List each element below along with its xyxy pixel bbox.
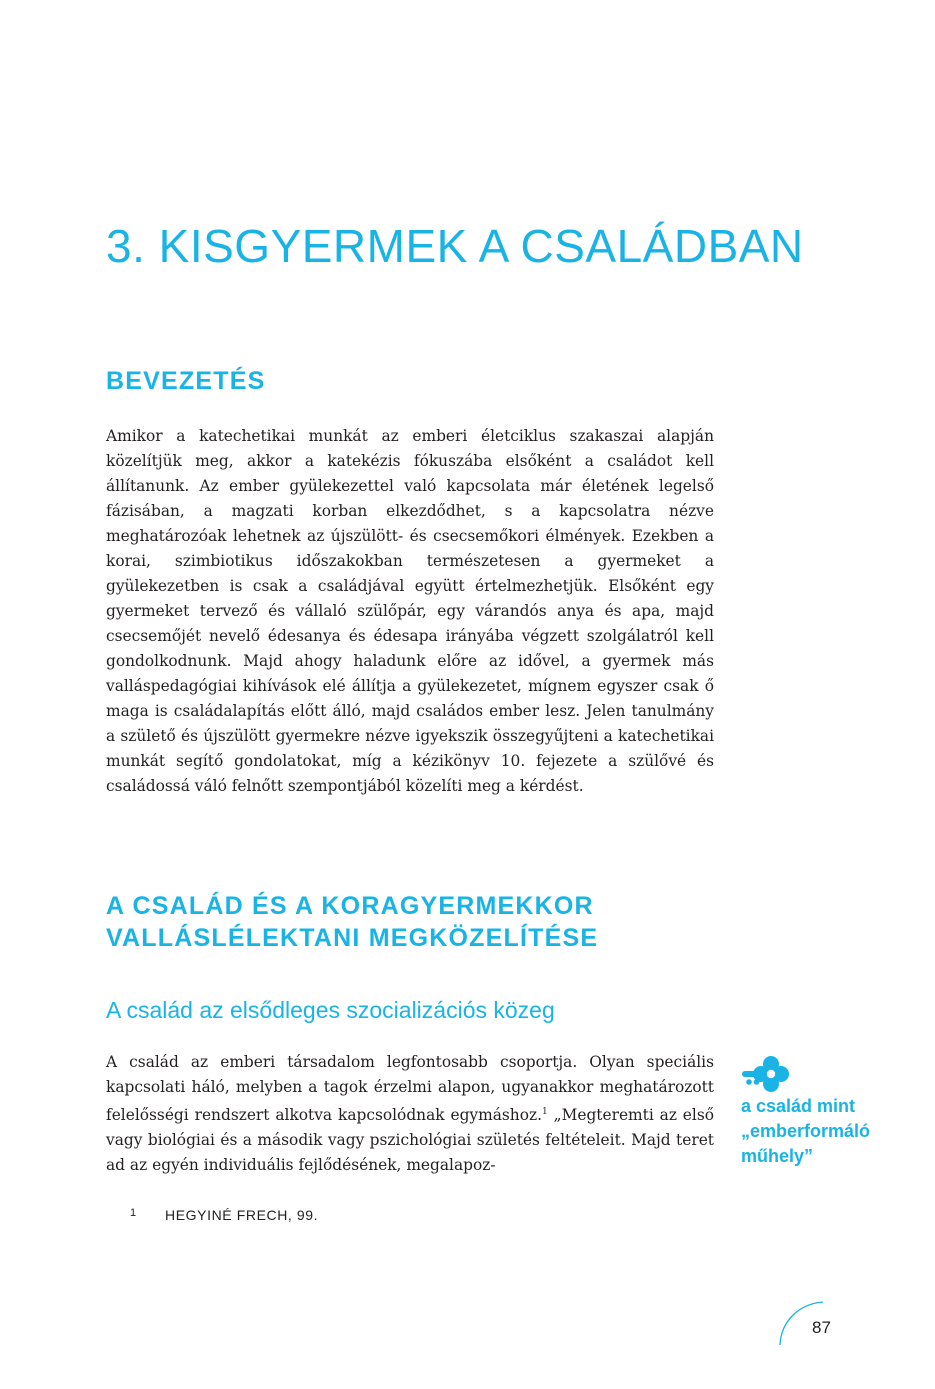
chapter-title: 3. KISGYERMEK A CSALÁDBAN [106, 220, 804, 272]
family-paragraph-part: „Megteremti az első vagy biológiai és a második vagy pszichológiai születés feltételeit. Majd teret ad az egyén individuális fejlődésének, megalapoz- [106, 1106, 715, 1175]
section-heading-line: VALLÁSLÉLEKTANI MEGKÖZELÍTÉSE [106, 924, 599, 952]
key-icon [741, 1054, 793, 1094]
footnote-number: 1 [130, 1207, 137, 1219]
intro-paragraph: Amikor a katechetikai munkát az emberi életciklus szakaszai alapján közelítjük meg, akkor a katekézis fókuszába elsőként a családot kell állítanunk. Az ember gyülekezettel való kapcsolata már életének legelső fázisában, a magzati korban elkezdődhet, s a kapcsolatra nézve meghatározóak lehetnek az újszülött- és csecsemőkori élmények. Ezekben a korai, szimbiotikus időszakokban természetesen a gyermeket a gyülekezetben is csak a családjával együtt értelmezhetjük. Elsőként egy gyermeket tervező és vállaló szülőpár, egy várandós anya és apa, majd csecsemőjét nevelő édesanya és édesapa irányába végzett szolgálatról kell gondolkodnunk. Majd ahogy haladunk előre az idővel, a gyermek más valláspedagógiai kihívások elé állítja a gyülekezetet, mígnem egyszer csak ő maga is családalapítás előtt álló, majd családos ember lesz. Jelen tanulmány a születő és újszülött gyermekre nézve igyekszik összegyűjteni a katechetikai munkát segítő gondolatokat, míg a kézikönyv 10. fejezete a szülővé és családossá váló felnőtt szempontjából közelíti meg a kérdést. [106, 427, 714, 795]
margin-note-line: „emberformáló [741, 1121, 871, 1141]
section-heading-intro: BEVEZETÉS [106, 367, 266, 395]
section-heading-family [106, 890, 598, 954]
footnote-text: HEGYINÉ FRECH, 99. [165, 1207, 319, 1223]
section-heading-line: A CSALÁD ÉS A KORAGYERMEKKOR [106, 892, 594, 920]
margin-note [741, 1054, 911, 1169]
family-paragraph [106, 1050, 714, 1178]
margin-note-line: a család mint [741, 1096, 856, 1116]
footnote [130, 1207, 318, 1223]
family-paragraph-part: A család az emberi társadalom legfontosabb csoportja. Olyan speciális kapcsolati háló, melyben a tagok érzelmi alapon, ugyanakkor meghatározott felelősségi rendszert alkotva kapcsolódnak egymáshoz. [106, 1053, 714, 1125]
page-number: 87 [812, 1318, 831, 1337]
subheading-socialization: A család az elsődleges szocializációs közeg [106, 997, 555, 1023]
margin-note-line: műhely” [741, 1146, 814, 1166]
footnote-reference[interactable]: 1 [541, 1107, 548, 1117]
